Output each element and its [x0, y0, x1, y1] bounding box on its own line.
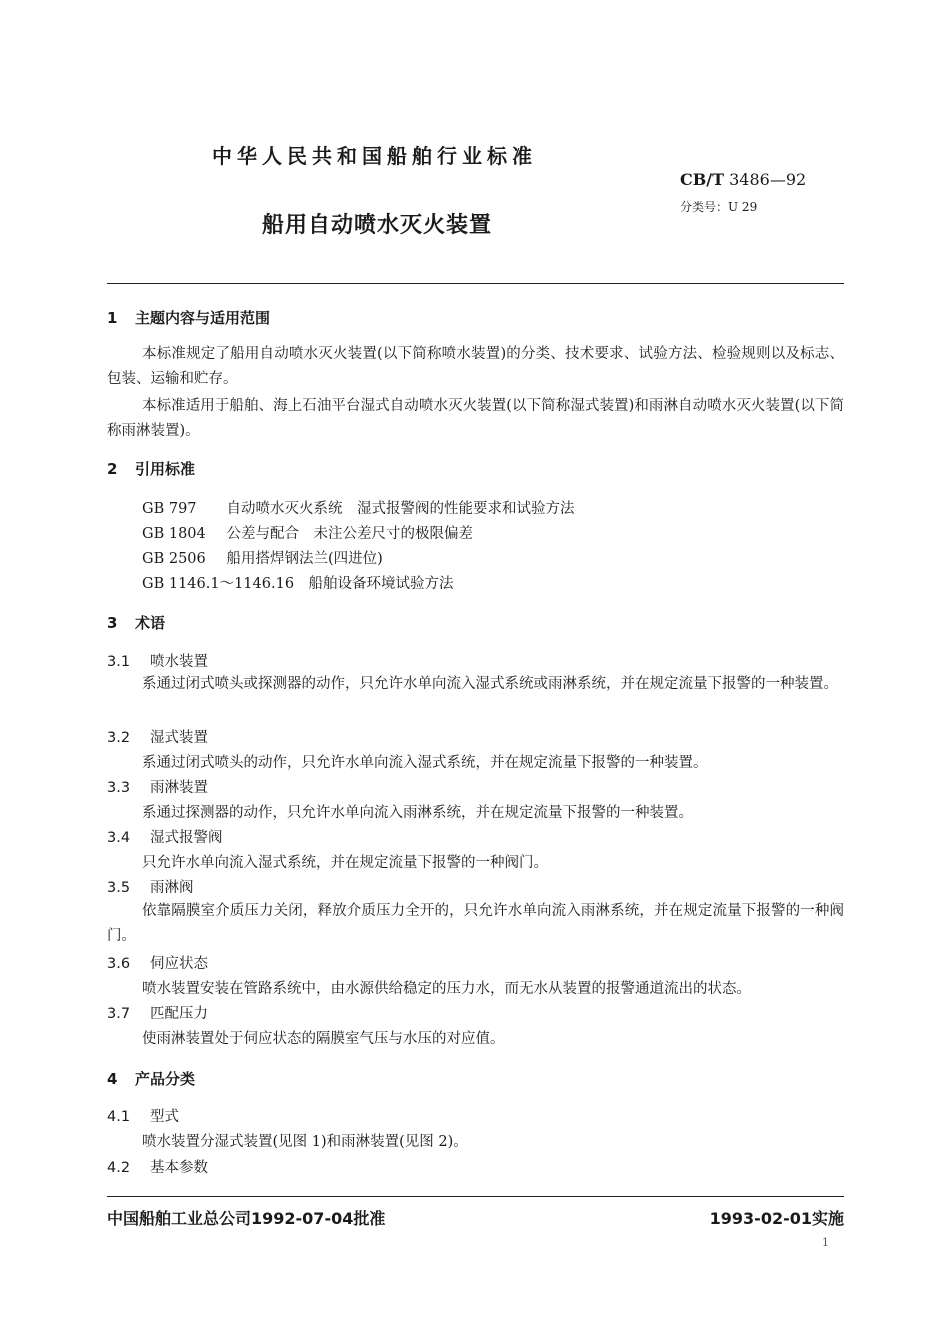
- reference-item: [142, 497, 575, 518]
- section-title: 产品分类: [135, 1070, 196, 1088]
- term-definition: 使雨淋装置处于伺应状态的隔膜室气压与水压的对应值。: [142, 1031, 505, 1047]
- reference-item: [142, 547, 383, 568]
- term-name: 伺应状态: [150, 956, 208, 972]
- term-heading: [107, 650, 208, 671]
- subsection-title: 基本参数: [150, 1160, 208, 1176]
- footer-divider: [107, 1196, 844, 1197]
- section-number: 1: [107, 309, 118, 327]
- section-title: 引用标准: [135, 460, 196, 478]
- term-heading: [107, 1002, 208, 1023]
- term-number: 3.7: [107, 1006, 131, 1022]
- reference-title: 自动喷水灭火系统 湿式报警阀的性能要求和试验方法: [226, 501, 575, 517]
- reference-item: [142, 522, 473, 543]
- term-definition: 系通过闭式喷头的动作，只允许水单向流入湿式系统，并在规定流量下报警的一种装置。: [142, 755, 708, 771]
- term-name: 湿式装置: [150, 730, 208, 746]
- term-heading: [107, 726, 208, 747]
- section-number: 2: [107, 460, 118, 478]
- page-number: 1: [822, 1236, 829, 1249]
- term-name: 雨淋装置: [150, 780, 208, 796]
- reference-item: [142, 572, 454, 593]
- reference-title: 船用搭焊钢法兰(四进位): [226, 551, 383, 567]
- section-number: 4: [107, 1070, 118, 1088]
- header-divider: [107, 283, 844, 284]
- term-name: 喷水装置: [150, 654, 208, 670]
- section-1-heading: [107, 307, 270, 328]
- term-name: 匹配压力: [150, 1006, 208, 1022]
- reference-code: GB 1804: [142, 526, 206, 542]
- section-title: 主题内容与适用范围: [135, 309, 271, 327]
- standard-code-prefix: CB/T: [680, 170, 725, 189]
- subsection-heading: [107, 1156, 208, 1177]
- subsection-heading: [107, 1105, 179, 1126]
- term-name: 湿式报警阀: [150, 830, 223, 846]
- reference-code: GB 2506: [142, 551, 206, 567]
- effective-date-line: 1993-02-01实施: [709, 1209, 844, 1228]
- standard-code-number: 3486—92: [729, 170, 807, 189]
- term-number: 3.6: [107, 956, 131, 972]
- subsection-number: 4.1: [107, 1109, 131, 1125]
- term-number: 3.3: [107, 780, 131, 796]
- standard-code: [680, 170, 806, 189]
- term-definition: 系通过探测器的动作，只允许水单向流入雨淋系统，并在规定流量下报警的一种装置。: [142, 805, 693, 821]
- section-number: 3: [107, 614, 118, 632]
- term-definition: 只允许水单向流入湿式系统，并在规定流量下报警的一种阀门。: [142, 855, 548, 871]
- section-title: 术语: [135, 614, 166, 632]
- subsection-title: 型式: [150, 1109, 179, 1125]
- term-number: 3.1: [107, 654, 131, 670]
- section-3-heading: [107, 612, 165, 633]
- term-heading: [107, 826, 223, 847]
- document-title: 船用自动喷水灭火装置: [262, 213, 493, 238]
- term-heading: [107, 952, 208, 973]
- reference-title: 公差与配合 未注公差尺寸的极限偏差: [226, 526, 473, 542]
- approval-line: 中国船舶工业总公司1992-07-04批准: [107, 1209, 386, 1228]
- term-heading: [107, 776, 208, 797]
- term-definition: 喷水装置安装在管路系统中，由水源供给稳定的压力水，而无水从装置的报警通道流出的状态。: [142, 981, 751, 997]
- term-number: 3.4: [107, 830, 131, 846]
- section-4-heading: [107, 1068, 195, 1089]
- paragraph: 本标准适用于船舶、海上石油平台湿式自动喷水灭火装置(以下简称湿式装置)和雨淋自动喷水灭火装置(以下简称雨淋装置)。: [107, 398, 844, 439]
- section-2-heading: [107, 458, 195, 479]
- term-number: 3.5: [107, 880, 131, 896]
- paragraph: 喷水装置分湿式装置(见图 1)和雨淋装置(见图 2)。: [142, 1134, 468, 1150]
- term-definition: 系通过闭式喷头或探测器的动作，只允许水单向流入湿式系统或雨淋系统，并在规定流量下报警的一种装置。: [142, 676, 838, 692]
- subsection-number: 4.2: [107, 1160, 131, 1176]
- reference-title: 船舶设备环境试验方法: [308, 576, 454, 592]
- term-number: 3.2: [107, 730, 131, 746]
- paragraph: 本标准规定了船用自动喷水灭火装置(以下简称喷水装置)的分类、技术要求、试验方法、检验规则以及标志、包装、运输和贮存。: [107, 346, 844, 387]
- reference-code: GB 797: [142, 501, 197, 517]
- term-definition: 依靠隔膜室介质压力关闭，释放介质压力全开的，只允许水单向流入雨淋系统，并在规定流量下报警的一种阀门。: [107, 903, 844, 944]
- term-name: 雨淋阀: [150, 880, 194, 896]
- term-heading: [107, 876, 194, 897]
- issuing-body-title: 中华人民共和国船舶行业标准: [212, 144, 537, 168]
- classification-number: 分类号：U 29: [680, 200, 758, 214]
- reference-code: GB 1146.1～1146.16: [142, 576, 295, 592]
